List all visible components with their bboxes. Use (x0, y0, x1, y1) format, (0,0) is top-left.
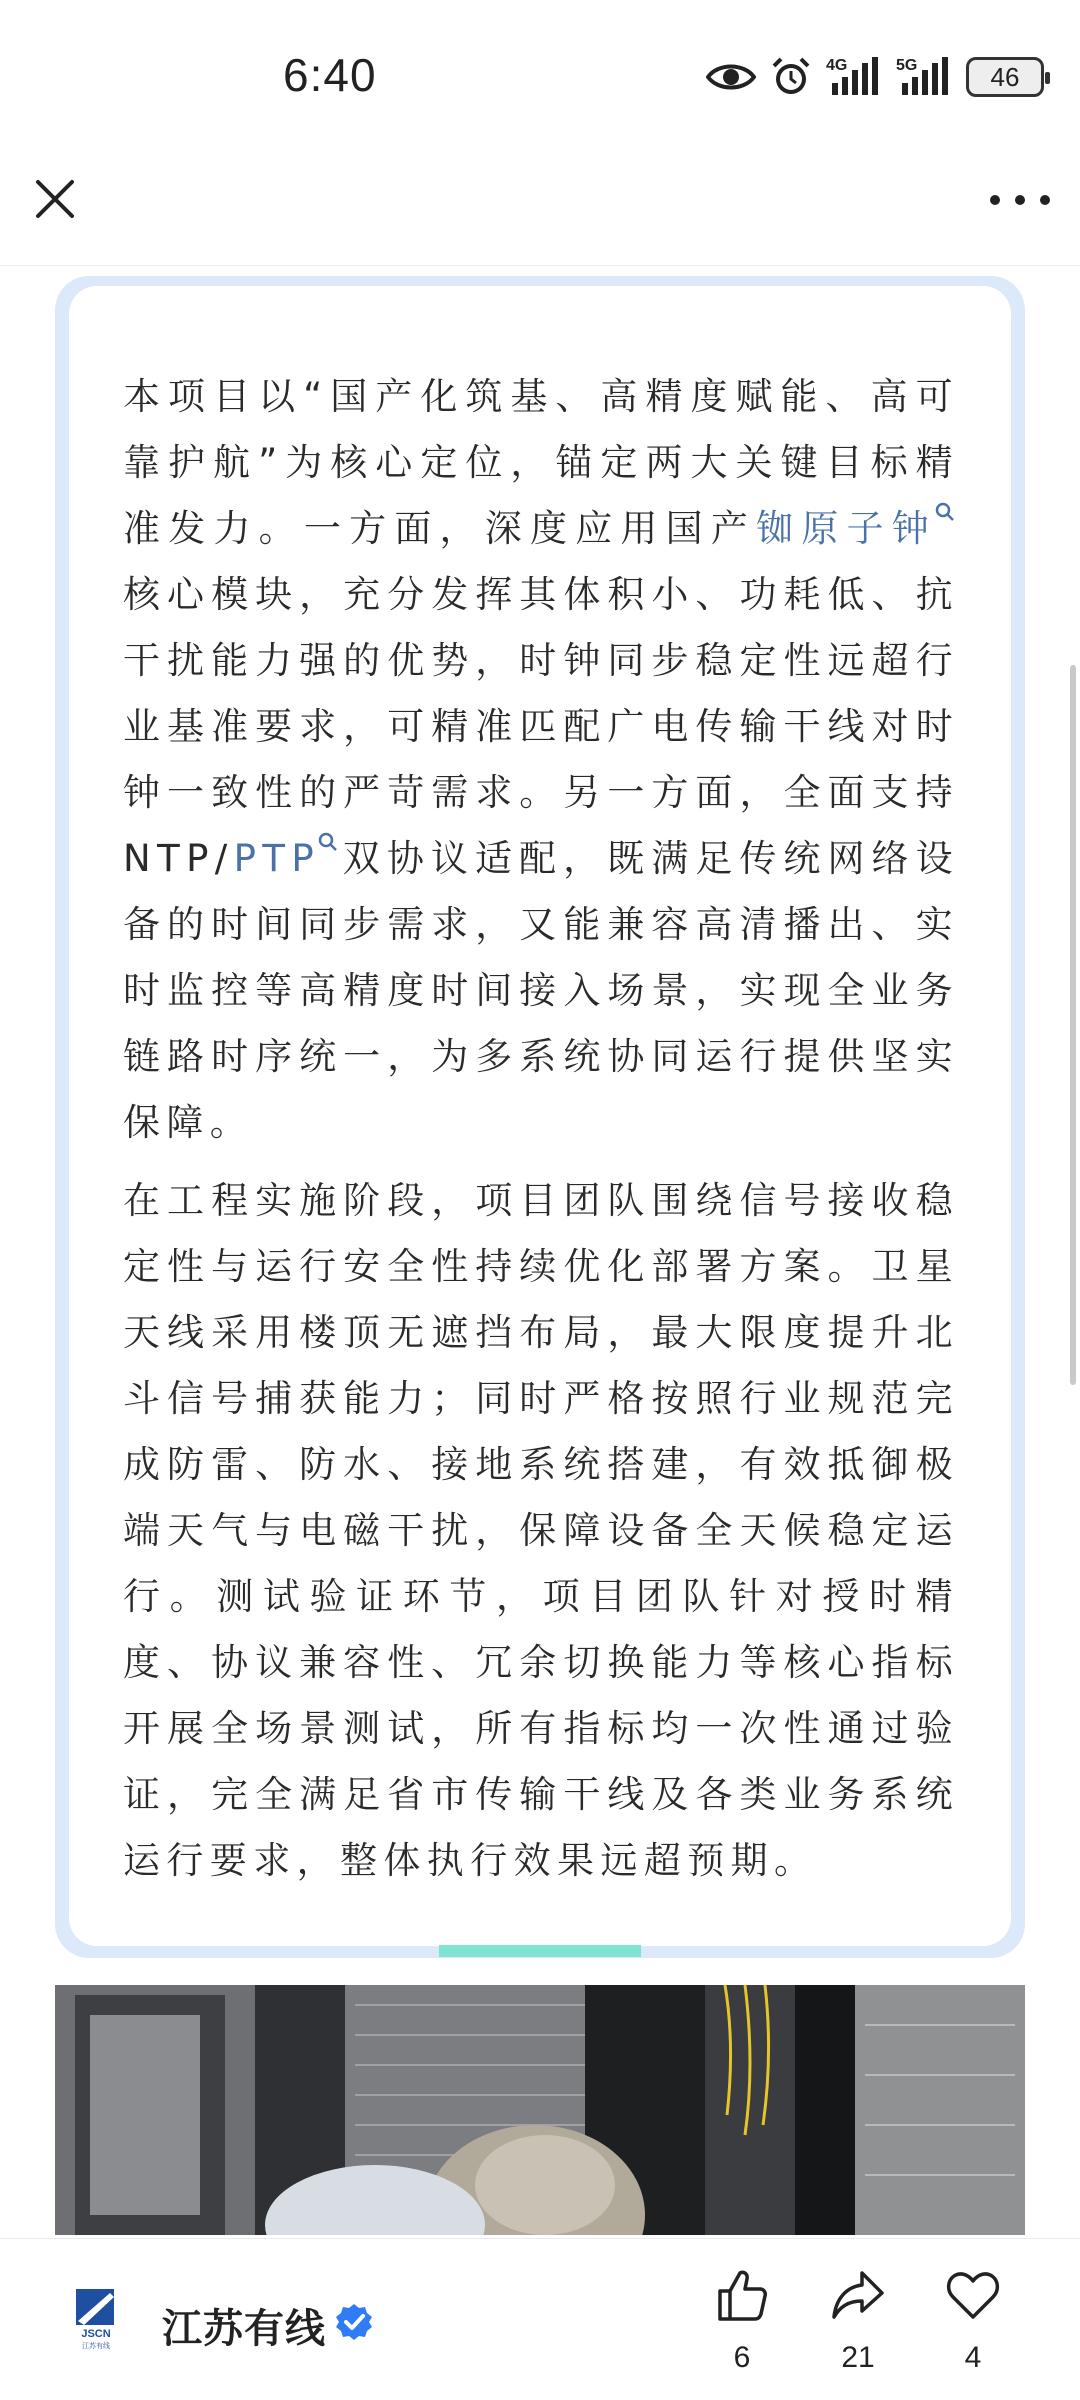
para1-text-3: 双协议适配，既满足传统网络设备的时间同步需求，又能兼容高清播出、实时监控等高精度时间接入场景，实现全业务链路时序统一，为多系统协同运行提供坚实保障。 (123, 837, 959, 1144)
status-bar (0, 0, 1080, 150)
more-button[interactable] (990, 180, 1050, 220)
more-icon-dot (1040, 195, 1050, 205)
eye-icon (706, 59, 756, 95)
article-card (55, 276, 1025, 1958)
battery-level: 46 (990, 61, 1020, 92)
thumbs-up-icon[interactable] (714, 2267, 770, 2323)
logo-text: JSCN (81, 2328, 111, 2340)
keyword-link-ptp[interactable]: PTP (233, 837, 321, 880)
close-button[interactable] (30, 174, 80, 224)
server-room-photo (55, 1985, 1025, 2235)
network-5g-label: 5G (896, 57, 918, 74)
article-paragraph-1 (69, 364, 1011, 1156)
share-button[interactable] (818, 2267, 898, 2375)
para1-text-2: 核心模块，充分发挥其体积小、功耗低、抗干扰能力强的优势，时钟同步稳定性远超行业基准要求，可精准匹配广电传输干线对时钟一致性的严苛需求。另一方面，全面支持NTP/ (123, 573, 959, 880)
verified-badge-icon (334, 2302, 374, 2342)
like-count: 6 (733, 2341, 751, 2374)
top-nav (0, 150, 1080, 266)
network-4g-label: 4G (826, 57, 848, 74)
search-icon[interactable] (935, 502, 955, 524)
heart-icon[interactable] (945, 2267, 1001, 2323)
scrollbar[interactable] (1070, 665, 1076, 1385)
status-time: 6:40 (283, 49, 377, 101)
logo-subtext: 江苏有线 (82, 2342, 110, 2350)
alarm-icon (770, 56, 812, 98)
jscn-logo (74, 2287, 118, 2351)
search-icon[interactable] (318, 832, 338, 854)
article-card-inner (69, 286, 1011, 1946)
signal-5g-icon (896, 57, 952, 97)
like-button[interactable] (702, 2267, 782, 2375)
favorite-button[interactable] (933, 2267, 1013, 2375)
share-icon[interactable] (830, 2267, 886, 2323)
keyword-link-rubidium-clock[interactable]: 铷原子钟 (756, 507, 937, 550)
para1-text-1: 本项目以“国产化筑基、高精度赋能、高可靠护航”为核心定位，锚定两大关键目标精准发力。一方面，深度应用国产 (123, 375, 959, 550)
article-paragraph-2: 在工程实施阶段，项目团队围绕信号接收稳定性与运行安全性持续优化部署方案。卫星天线采用楼顶无遮挡布局，最大限度提升北斗信号捕获能力；同时严格按照行业规范完成防雷、防水、接地系统搭建，有效抵御极端天气与电磁干扰，保障设备全天候稳定运行。测试验证环节，项目团队针对授时精度、协议兼容性、冗余切换能力等核心指标开展全场景测试，所有指标均一次性通过验证，完全满足省市传输干线及各类业务系统运行要求，整体执行效果远超预期。 (123, 1179, 959, 1882)
favorite-count: 4 (964, 2341, 982, 2374)
article-photo[interactable] (55, 1985, 1025, 2235)
more-icon-dot (1015, 195, 1025, 205)
account-name[interactable]: 江苏有线 (162, 2306, 326, 2352)
close-icon[interactable] (30, 174, 80, 224)
battery-icon (966, 57, 1044, 97)
bottom-action-bar (0, 2238, 1080, 2400)
carousel-indicator (439, 1945, 641, 1957)
signal-4g-icon (826, 57, 882, 97)
share-count: 21 (841, 2341, 875, 2374)
account-logo[interactable] (74, 2287, 118, 2351)
status-icons (706, 52, 1044, 102)
more-icon-dot (990, 195, 1000, 205)
